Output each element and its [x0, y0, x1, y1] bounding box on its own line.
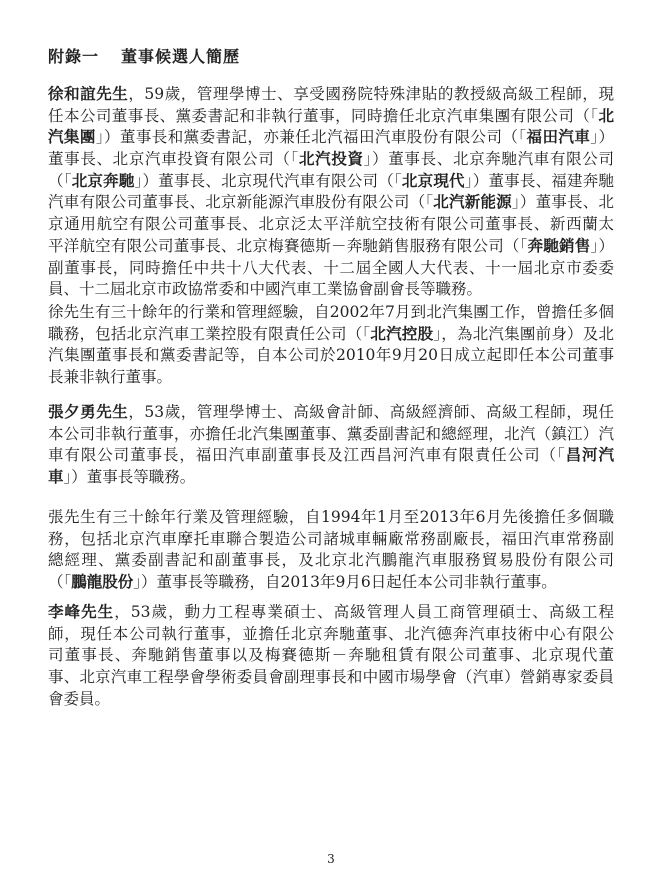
paragraph-xu-bio — [48, 84, 614, 301]
text-run: 」） — [590, 236, 614, 255]
text-line — [48, 84, 614, 106]
bold-text: 張夕勇先生 — [48, 403, 129, 421]
bold-text: 汽集團 — [48, 128, 96, 147]
text-run: 汽集團董事長和黨委書記等，自本公司於2010年9月20日成立起即任本公司董事 — [48, 346, 614, 365]
text-run: 本公司非執行董事，亦擔任北汽集團董事、黨委副書記和總經理，北汽（鎮江）汽 — [48, 424, 614, 443]
paragraph-xu-experience — [48, 302, 614, 389]
text-run: 」）董事長、福建奔馳 — [464, 171, 614, 190]
text-run: 」）董事長等職務，自2013年9月6日起任本公司非執行董事。 — [133, 573, 557, 592]
text-run: 」）董事長等職務。 — [63, 468, 196, 487]
text-line — [48, 214, 614, 236]
page-number: 3 — [327, 852, 335, 866]
text-run: （「 — [48, 171, 72, 190]
text-run: 」）董事長、北京奔馳汽車有限公司 — [363, 150, 614, 169]
text-line — [48, 258, 614, 280]
bold-text: 北京現代 — [401, 171, 465, 190]
text-run: 事、北京汽車工程學會學術委員會副理事長和中國市場學會（汽車）營銷專家委員 — [48, 668, 614, 687]
text-run: 長兼非執行董事。 — [48, 368, 173, 387]
text-run: ，53歲，動力工程專業碩士、高級管理人員工商管理碩士、高級工程 — [114, 603, 614, 621]
text-run: 車有限公司董事長，福田汽車副董事長及江西昌河汽車有限責任公司（「 — [48, 446, 566, 465]
text-line — [48, 236, 614, 258]
text-run: 任本公司董事長、黨委書記和非執行董事，同時擔任北京汽車集團有限公司（「 — [48, 106, 599, 125]
text-line — [48, 324, 614, 346]
text-line — [48, 572, 614, 594]
bold-text: 鵬龍股份 — [71, 573, 134, 592]
text-line — [48, 345, 614, 367]
text-line — [48, 402, 614, 424]
paragraph-li-bio — [48, 602, 614, 710]
text-run: 徐先生有三十餘年的行業和管理經驗，自2002年7月到北汽集團工作，曾擔任多個 — [48, 303, 614, 321]
bold-text: 李峰先生 — [48, 603, 115, 621]
bold-text: 昌河汽 — [565, 446, 614, 465]
bold-text: 車 — [48, 468, 64, 487]
text-line — [48, 424, 614, 446]
bold-text: 北 — [598, 106, 614, 125]
text-line — [48, 302, 614, 324]
text-line — [48, 192, 614, 214]
text-line — [48, 645, 614, 667]
bold-text: 徐和誼先生 — [48, 85, 129, 103]
text-run: （「 — [48, 573, 72, 592]
text-run: 張先生有三十餘年行業及管理經驗，自1994年1月至2013年6月先後擔任多個職 — [48, 508, 614, 526]
text-run: 汽車有限公司董事長、北京新能源汽車股份有限公司（「 — [48, 193, 434, 212]
bold-text: 北汽投資 — [298, 150, 364, 169]
text-line — [48, 689, 614, 711]
page-title — [48, 44, 240, 67]
text-line — [48, 279, 614, 301]
paragraph-zhang-bio — [48, 402, 614, 489]
text-run: 副董事長，同時擔任中共十八大代表、十二屆全國人大代表、十一屆北京市委委 — [48, 258, 614, 277]
paragraph-zhang-experience — [48, 507, 614, 594]
text-run: 員、十二屆北京市政協常委和中國汽車工業協會副會長等職務。 — [48, 280, 483, 299]
text-line — [48, 529, 614, 551]
text-line — [48, 624, 614, 646]
text-line — [48, 106, 614, 128]
text-line — [48, 367, 614, 389]
bold-text: 北京奔馳 — [71, 171, 135, 190]
text-run: 職務，包括北京汽車工業控股有限責任公司（「 — [48, 324, 371, 343]
text-run: 會委員。 — [48, 689, 111, 708]
text-run: 平洋航空有限公司董事長、北京梅賽德斯－奔馳銷售服務有限公司（「 — [48, 236, 528, 255]
text-run: 務，包括北京汽車摩托車聯合製造公司諸城車輛廠常務副廠長，福田汽車常務副 — [48, 529, 614, 548]
text-run: 司董事長、奔馳銷售董事以及梅賽德斯－奔馳租賃有限公司董事、北京現代董 — [48, 646, 614, 665]
text-run: 」） — [590, 128, 614, 147]
text-run: 」）董事長和黨委書記，亦兼任北汽福田汽車股份有限公司（「 — [95, 128, 527, 147]
text-line — [48, 467, 614, 489]
text-line — [48, 507, 614, 529]
bold-text: 北汽新能源 — [433, 193, 512, 212]
bold-text: 福田汽車 — [526, 128, 591, 147]
text-line — [48, 171, 614, 193]
bold-text: 北汽控股 — [370, 324, 434, 343]
text-run: 」，為北汽集團前身）及北 — [433, 324, 614, 343]
text-line — [48, 667, 614, 689]
text-line — [48, 445, 614, 467]
text-run: 京通用航空有限公司董事長、北京泛太平洋航空技術有限公司董事長、新西蘭太 — [48, 215, 614, 234]
text-run: 」）董事長、北京現代汽車有限公司（「 — [134, 171, 402, 190]
text-line — [48, 149, 614, 171]
text-run: ，53歲，管理學博士、高級會計師、高級經濟師、高級工程師，現任 — [128, 403, 614, 421]
bold-text: 奔馳銷售 — [527, 236, 591, 255]
text-run: 師，現任本公司執行董事，並擔任北京奔馳董事、北汽德奔汽車技術中心有限公 — [48, 624, 614, 643]
appendix-label: 附錄一 — [48, 47, 100, 66]
text-line — [48, 602, 614, 624]
text-line — [48, 127, 614, 149]
section-title: 董事候選人簡歷 — [121, 47, 241, 66]
text-run: ，59歲，管理學博士、享受國務院特殊津貼的教授級高級工程師，現 — [128, 85, 614, 103]
text-run: 總經理、黨委副書記和副董事長，及北京北汽鵬龍汽車服務貿易股份有限公司 — [48, 551, 614, 570]
text-run: 」）董事長、北 — [511, 193, 614, 212]
text-line — [48, 550, 614, 572]
text-run: 董事長、北京汽車投資有限公司（「 — [48, 150, 299, 169]
